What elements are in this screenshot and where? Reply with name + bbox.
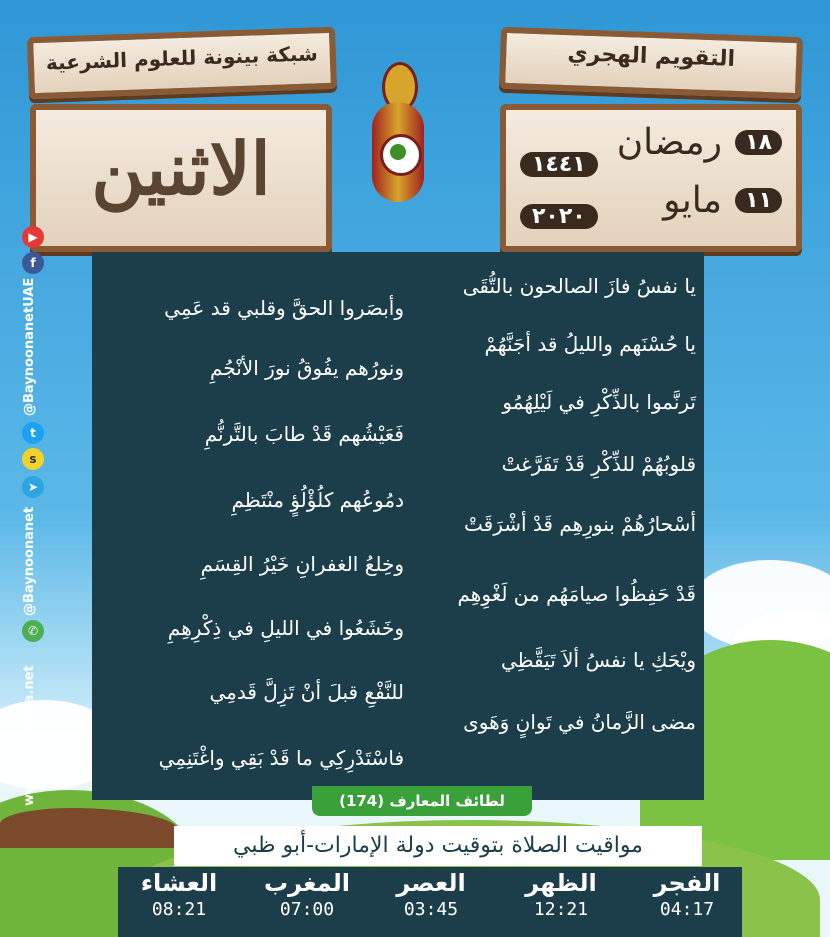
prayer-time: 08:21 [151, 899, 207, 920]
prayer-name: الفجر [653, 869, 721, 897]
prayer-time: 04:17 [659, 899, 715, 920]
snapchat-icon[interactable]: s [22, 448, 44, 470]
verse-left: فَعَيْشُهم قَدْ طابَ بالتَّرنُّمِ [204, 422, 404, 446]
handle-bottom: @Baynoonanet [22, 506, 37, 616]
verse-left: للنَّفْعِ قبلَ أنْ تَزِلَّ قَدمِي [209, 680, 404, 704]
network-label: شبكة بينونة للعلوم الشرعية [45, 41, 319, 75]
prayer-name: العشاء [140, 869, 218, 897]
greg-year: ٢٠٢٠ [520, 204, 598, 229]
prayer-fajr [632, 869, 742, 920]
hijri-calendar-label: التقويم الهجري [567, 41, 736, 72]
verse-right: ويْحَكِ يا نفسُ ألاَ تَيَقَّظِي [500, 648, 696, 672]
prayer-time: 12:21 [533, 899, 589, 920]
prayer-name: الظهر [525, 869, 597, 897]
verse-left: دمُوعُهم كلُؤْلُؤٍ منْتَظِمِ [231, 488, 404, 512]
prayer-name: العصر [396, 869, 466, 897]
prayer-dhuhr [506, 869, 616, 920]
hijri-date-row [520, 122, 782, 177]
prayer-title-bar [174, 826, 702, 866]
handle-top: @BaynoonanetUAE [22, 277, 37, 416]
hijri-calendar-plank [499, 27, 803, 100]
poem-board [92, 252, 704, 800]
verse-left: وخَشَعُوا في الليلِ في ذِكْرِهِمِ [167, 616, 404, 640]
verse-left: وأبصَروا الحقَّ وقلبي قد عَمِي [164, 296, 404, 320]
greg-date-row [520, 182, 782, 232]
hijri-day: ١٨ [735, 130, 782, 155]
verse-left: وخِلعُ الغفرانِ خَيْرُ القِسَمِ [200, 552, 404, 576]
day-name: الاثنين [91, 126, 271, 211]
verse-left: ونورُهم يفُوقُ نورَ الأنْجُمِ [210, 356, 404, 380]
youtube-icon[interactable]: ▶ [22, 226, 44, 248]
twitter-icon[interactable]: t [22, 422, 44, 444]
hijri-year: ١٤٤١ [520, 152, 598, 177]
verse-right: يا حُسْنَهم والليلُ قد أجَنَّهُمْ [484, 332, 696, 356]
source-tag [312, 786, 532, 816]
prayer-title: مواقيت الصلاة بتوقيت دولة الإمارات-أبو ظبي [233, 833, 643, 858]
baynoona-logo [372, 62, 424, 212]
verse-left: فاسْتَدْرِكِي ما قَدْ بَقِي واغْتَنِمِي [158, 746, 404, 770]
day-plank [30, 104, 332, 252]
whatsapp-icon[interactable]: ✆ [22, 620, 44, 642]
greg-month: مايو [663, 180, 722, 221]
prayer-times-panel [118, 867, 742, 937]
greg-day: ١١ [735, 188, 782, 213]
prayer-time: 07:00 [279, 899, 335, 920]
prayer-time: 03:45 [403, 899, 459, 920]
network-plank [27, 27, 337, 100]
prayer-maghrib [252, 869, 362, 920]
verse-right: مضى الزَّمانُ في تَوانٍ وَهَوى [463, 710, 696, 734]
verse-right: قَدْ حَفِظُوا صيامَهُم من لَغْوِهِم [457, 582, 696, 606]
prayer-isha [124, 869, 234, 920]
verse-right: أسْحارُهُمْ بنورِهِم قَدْ أشْرَقَتْ [464, 512, 696, 536]
telegram-icon[interactable]: ➤ [22, 476, 44, 498]
prayer-asr [376, 869, 486, 920]
date-plank [500, 104, 802, 252]
website-link[interactable]: www.baynoona.net [22, 665, 37, 806]
verse-right: يا نفسُ فازَ الصالحون بالتُّقَى [462, 274, 696, 298]
source-label: لطائف المعارف (174) [339, 792, 505, 810]
verse-right: تَرنَّموا بالذِّكْرِ في لَيْلِهُمُو [502, 390, 696, 414]
verse-right: قلوبُهُمْ للذِّكْرِ قَدْ تَفَرَّغتْ [501, 452, 696, 476]
prayer-name: المغرب [264, 869, 350, 897]
hijri-month: رمضان [616, 122, 722, 163]
facebook-icon[interactable]: f [22, 252, 44, 274]
